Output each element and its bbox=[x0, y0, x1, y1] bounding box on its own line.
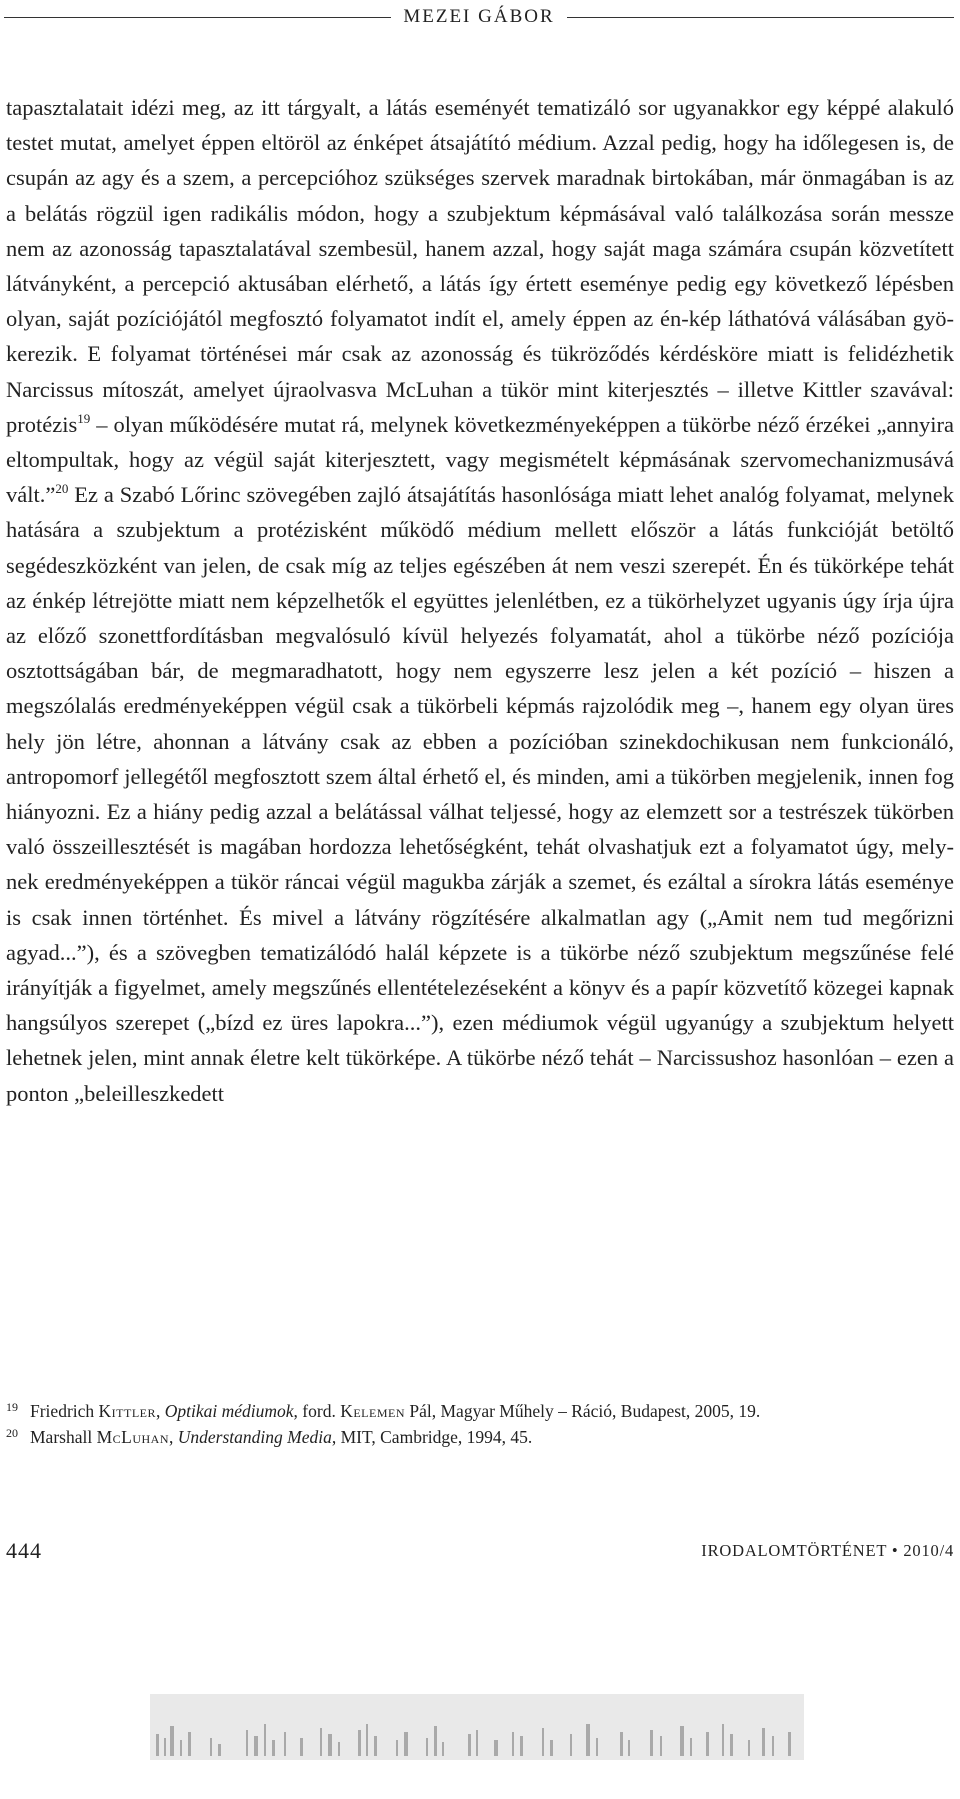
footnote-separator: , bbox=[169, 1427, 178, 1447]
journal-reference: IRODALOMTÖRTÉNET • 2010/4 bbox=[701, 1541, 954, 1560]
footnote-publication: Pál, Magyar Műhely – Ráció, Budapest, 2005, 19. bbox=[405, 1401, 761, 1421]
footnote-text bbox=[30, 1424, 954, 1450]
scan-artifact-graphic bbox=[150, 1694, 804, 1760]
footnote-19 bbox=[6, 1398, 954, 1424]
header-author: MEZEI GÁBOR bbox=[403, 6, 555, 27]
body-text-part-1: tapasztalatait idézi meg, az itt tárgyalt, a látás eseményét tematizáló sor ugyanakkor egy képpé alakuló testet mutat, amelyet éppen eltöröl az énképet átsajátító médium. Azzal pedig, hogy ha időlegesen is, de csupán az agy és a szem, a percepcióhoz szükséges szervek maradnak birtokában, már önmagában is az a belátás rögzül igen radikális módon, hogy a szubjektum képmásával való találkozása során messze nem az azonosság tapasztalatával szembesül, hanem azzal, hogy saját maga számára csupán közvetített látványként, a percepció aktusában elérhető, a látás így értett eseménye pedig egy következő lépésben olyan, saját pozíciójától megfosztó folyamatot indít el, amely éppen az én-kép láthatóvá válásában gyökerezik. E folyamat történései már csak az azonosság és tükröződés kérdésköre miatt is felidézhetik Narcissus mítoszát, amelyet újraolvasva McLuhan a tükör mint kiterjesztés – illetve Kittler szavával: protézis bbox=[6, 95, 954, 437]
header-rule-left bbox=[4, 17, 391, 18]
footnote-separator: , bbox=[156, 1401, 165, 1421]
footnote-ref-19[interactable]: 19 bbox=[77, 410, 91, 426]
body-paragraph bbox=[6, 90, 954, 1111]
footnote-translator: Kelemen bbox=[340, 1401, 405, 1421]
footnote-author-first: Marshall bbox=[30, 1427, 97, 1447]
body-text-part-2: – olyan működésére mutat rá, melynek következményeképpen a tükörbe néző érzékei „annyira eltompultak, hogy az végül saját kiterjesztett, vagy megismételt képmásának szervomechanizmusává vált.” bbox=[6, 411, 954, 508]
footnote-text bbox=[30, 1398, 954, 1424]
page-number: 444 bbox=[6, 1538, 42, 1563]
running-header bbox=[4, 4, 954, 30]
footnote-publication: , MIT, Cambridge, 1994, 45. bbox=[331, 1427, 533, 1447]
footnote-ref-20[interactable]: 20 bbox=[55, 481, 69, 497]
footnote-20 bbox=[6, 1424, 954, 1450]
scan-artifact-strip bbox=[150, 1694, 804, 1760]
footnote-number: 19 bbox=[6, 1400, 18, 1414]
footnote-details: , ford. bbox=[293, 1401, 341, 1421]
footnote-work-title: Understanding Media bbox=[177, 1427, 332, 1447]
footnote-author-last: Kittler bbox=[98, 1401, 156, 1421]
body-text-part-3: Ez a Szabó Lőrinc szövegében zajló átsajátítás hasonlósága miatt lehet analóg folyamat, melynek hatására a szubjektum a protézisként működő médium mellett először a látás funkcióját betöltő segédeszközként van jelen, de csak míg az teljes egészében át nem veszi szerepét. Én és tükörképe tehát az énkép létrejötte miatt nem képzelhetők el együttes jelenlétben, ez a tükörhelyzet ugyanis úgy írja újra az előző szonettfordításban megvalósuló kívül helyezés folyamatát, ahol a tükörbe néző pozíciója osztottságában bár, de megmaradhatott, hogy nem egyszerre lesz jelen a két pozíció – hiszen a megszólalás eredményeképpen végül csak a tükörbeli képmás rajzolódik meg –, hanem egy olyan üres hely jön létre, ahonnan a látvány csak az ebben a pozícióban szinekdochikusan nem funkcionáló, antropomorf jellegétől megfosztott szem által érhető el, és minden, ami a tükörben megjelenik, innen fog hiányozni. Ez a hiány pedig azzal a belátással válhat teljessé, hogy az elemzett sor a testrészek tükörben való összeillesztését is magában hordozza lehetőségként, tehát olvashatjuk ezt a folyamatot úgy, melynek eredményeképpen a tükör ráncai végül magukba zárják a szemet, és ezáltal a sírokra látás eseménye is csak innen történhet. És mivel a látvány rögzítésére alkalmatlan agy („Amit nem tud megőrizni agyad...”), és a szövegben tematizálódó halál képzete is a tükörbe néző szubjektum megszűnése felé irányítják a figyelmet, amely megszűnés ellentételezéseként a könyv és a papír közvetítő közegei kapnak hangsúlyos szerepet („bízd ez üres lapokra...”), ezen médiumok végül ugyanúgy a szubjektum helyett lehetnek jelen, mint annak életre kelt tükörképe. A tükörbe néző tehát – Narcissushoz hasonlóan – ezen a ponton „beleilleszkedett bbox=[6, 482, 954, 1106]
footnote-work-title: Optikai médiumok bbox=[164, 1401, 294, 1421]
header-rule-right bbox=[567, 17, 954, 18]
footnotes bbox=[6, 1398, 954, 1450]
footnote-author-last: McLuhan bbox=[96, 1427, 170, 1447]
page-footer bbox=[6, 1536, 954, 1566]
footnote-author-first: Friedrich bbox=[30, 1401, 99, 1421]
footnote-number: 20 bbox=[6, 1426, 18, 1440]
